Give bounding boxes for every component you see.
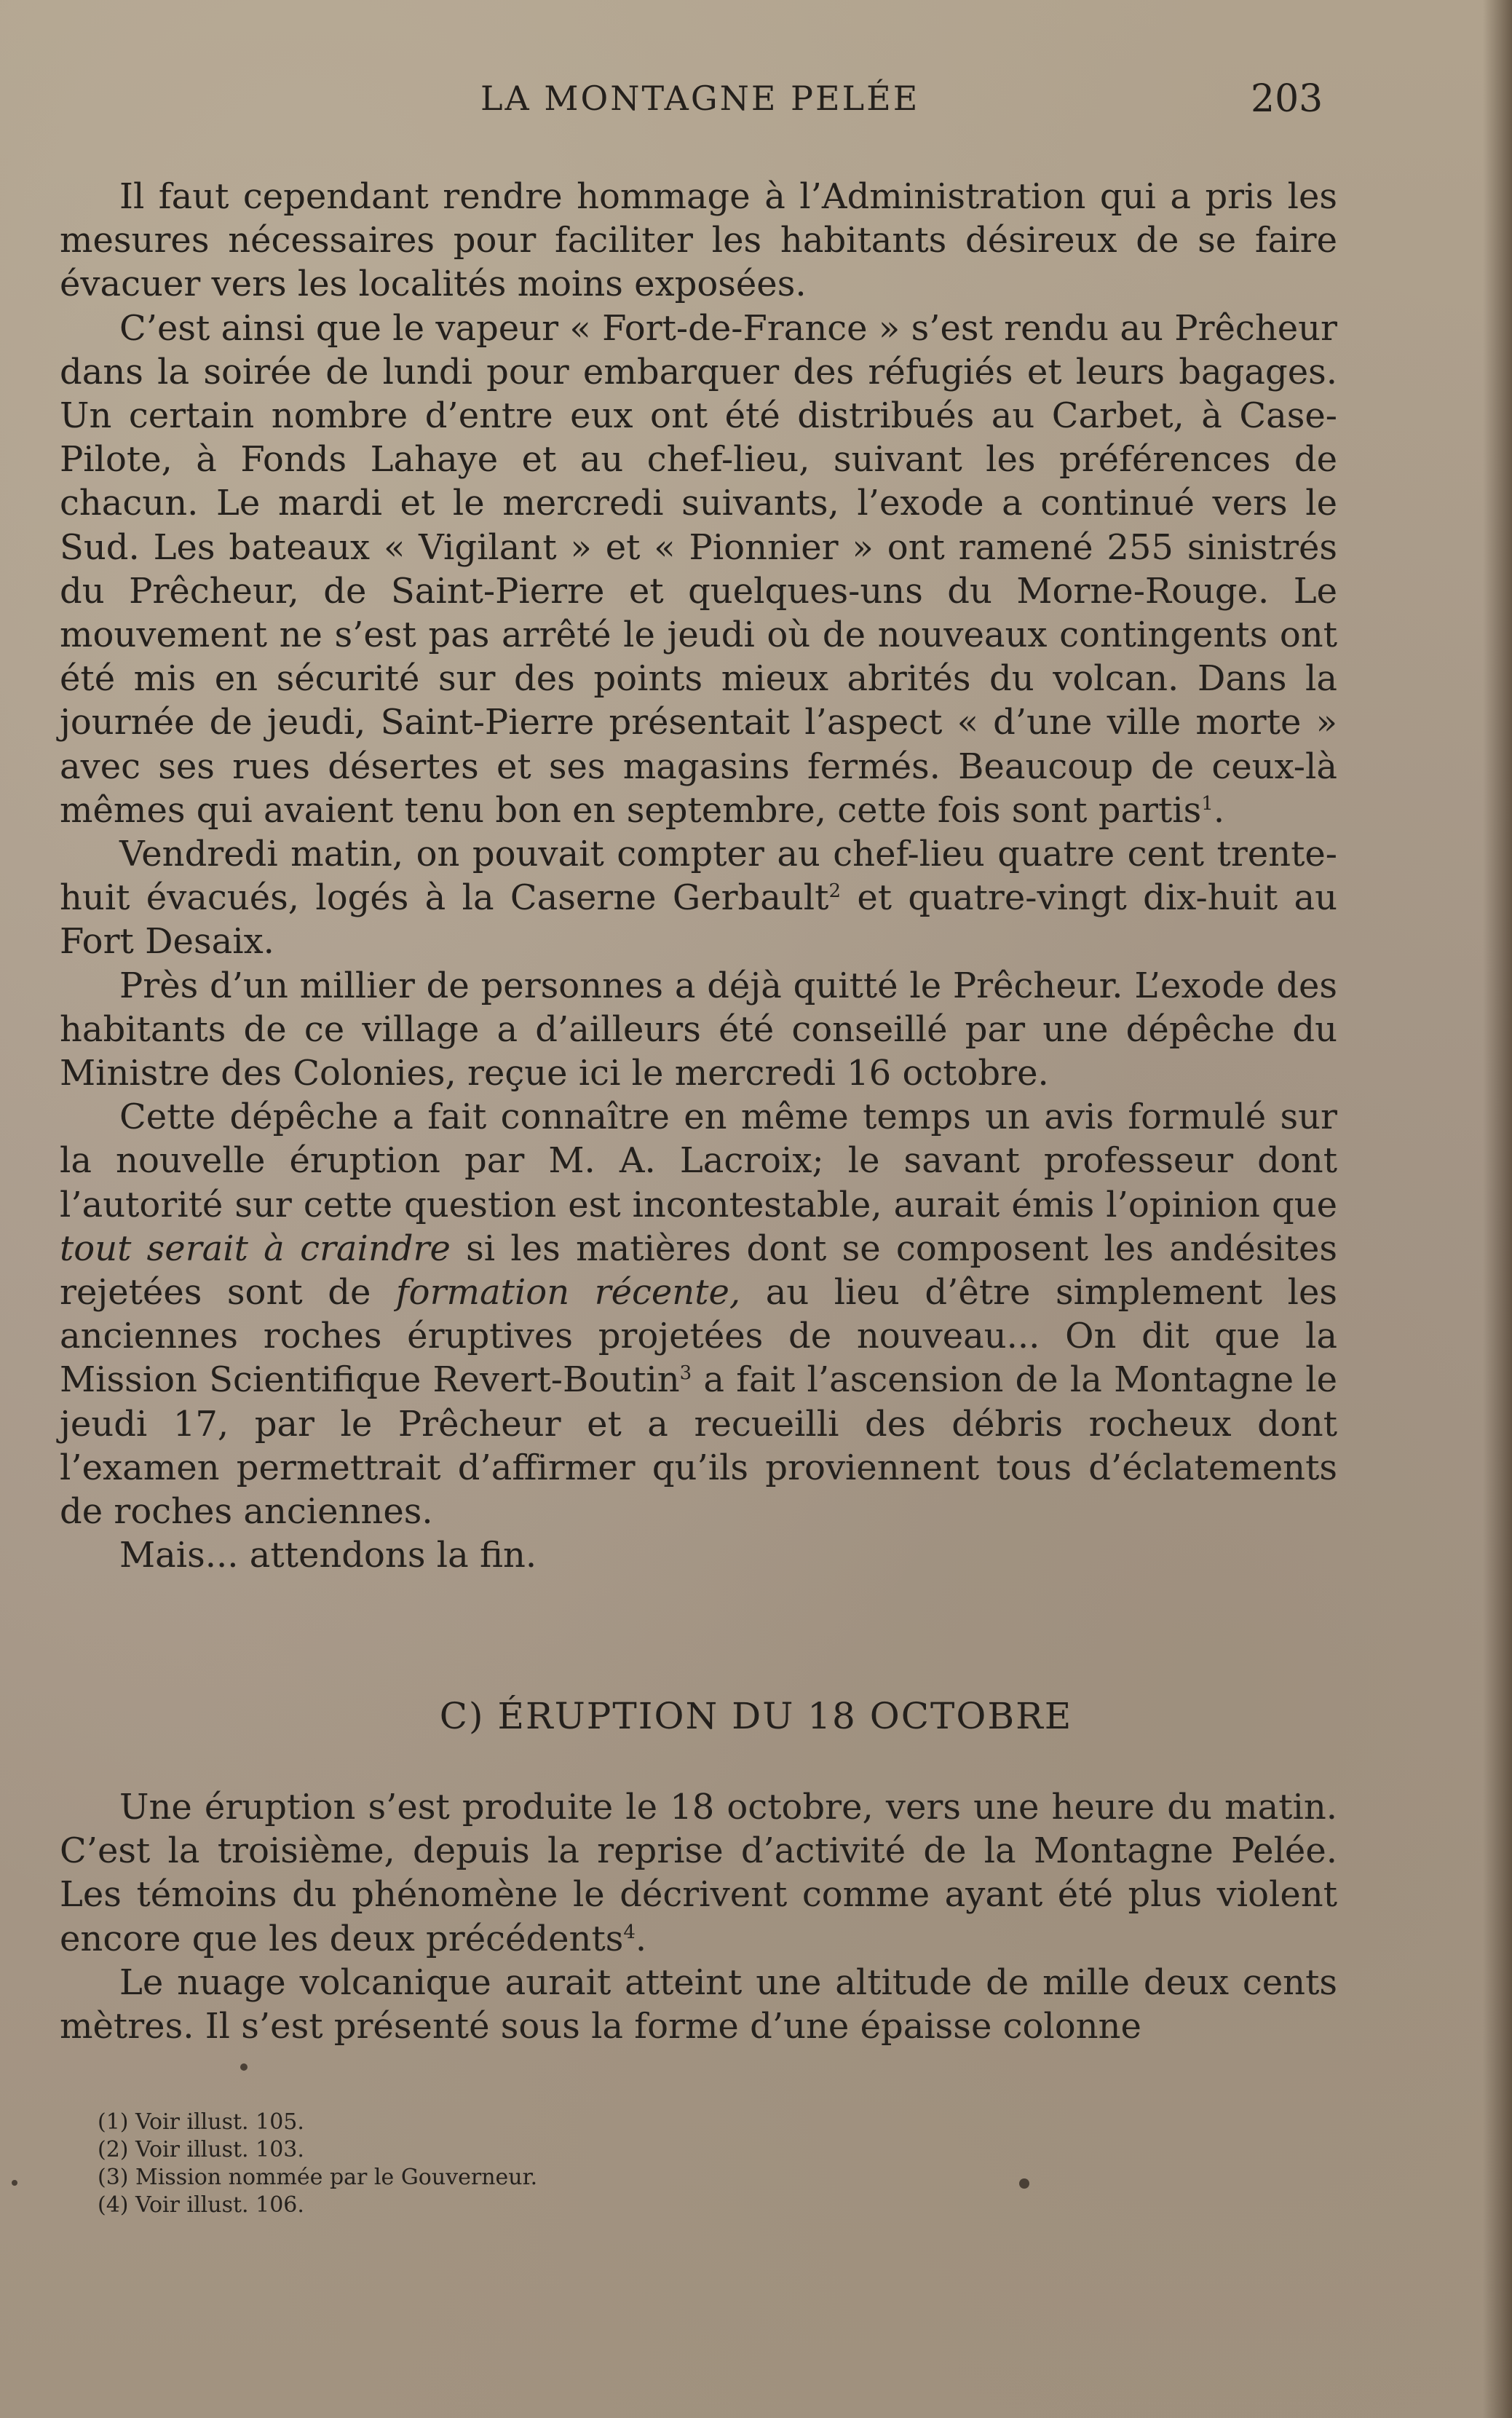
paragraph-text: si les matières dont se composent les andésites rejetées sont de [60,1228,1338,1313]
paragraph-text: Près d’un millier de personnes a déjà quitté le Prêcheur. L’exode des habitants de ce village a d’ailleurs été conseillé par une dépêche du Ministre des Colonies, reçue ici le mercredi 16 octobre. [60,965,1337,1094]
paragraph-5 [60,1095,1337,1533]
section-paragraph-1 [60,1785,1337,1961]
paragraph-text: Cette dépêche a fait connaître en même temps un avis formulé sur la nouvelle éruption par M. A. Lacroix; le savant professeur dont l’autorité sur cette question est incontestable, aurait émis l’opinion que [60,1097,1337,1225]
paragraph-4 [60,964,1337,1096]
section-heading: C) ÉRUPTION DU 18 OCTOBRE [439,1695,1073,1737]
footnote-3: (3) Mission nommée par le Gouverneur. [98,2165,538,2190]
paragraph-text: . [1213,789,1225,831]
page-header [0,79,1512,130]
footnote-ref-2: 2 [828,880,841,903]
paragraph-6 [60,1533,1337,1577]
body-text [60,175,1337,1578]
footnote-1: (1) Voir illust. 105. [98,2109,304,2135]
paragraph-text: a fait l’ascension de la Montagne le jeudi 17, par le Prêcheur et a recueilli des débris rocheux dont l’examen permettrait d’affirmer qu’ils proviennent tous d’éclatements de roches anciennes. [60,1359,1338,1533]
italic-phrase: tout serait à craindre [60,1228,451,1269]
footnote-4: (4) Voir illust. 106. [98,2192,304,2218]
running-title: LA MONTAGNE PELÉE [480,79,920,118]
paper-speck [240,2063,248,2071]
paragraph-text: . [635,1918,647,1959]
footnotes [98,2109,753,2219]
section-body-text [60,1785,1337,2048]
section-paragraph-2 [60,1961,1337,2048]
footnote-ref-1: 1 [1201,792,1214,815]
paragraph-text: Le nuage volcanique aurait atteint une altitude de mille deux cents mètres. Il s’est présenté sous la forme d’une épaisse colonne [60,1961,1337,2047]
paragraph-text: Une éruption s’est produite le 18 octobre, vers une heure du matin. C’est la troisième, depuis la reprise d’activité de la Montagne Pelée. Les témoins du phénomène le décrivent comme ayant été plus violent encore que les deux précédents [60,1787,1337,1959]
italic-phrase: formation récente, [395,1272,741,1313]
paper-speck [12,2180,17,2186]
footnote-2: (2) Voir illust. 103. [98,2137,304,2162]
paragraph-text: Vendredi matin, on pouvait compter au chef-lieu quatre cent trente-huit évacués, logés à la Caserne Gerbault [60,834,1337,919]
paragraph-text: au lieu d’être simplement les anciennes roches éruptives projetées de nouveau... On dit que la Mission Scientifique Revert-Boutin [60,1272,1338,1401]
paragraph-3 [60,832,1337,964]
paragraph-1 [60,175,1337,307]
paper-speck [1019,2178,1029,2189]
paragraph-text: Il faut cependant rendre hommage à l’Administration qui a pris les mesures nécessaires pour faciliter les habitants désireux de se faire évacuer vers les localités moins exposées. [60,176,1337,305]
paragraph-text: et quatre-vingt dix-huit au Fort Desaix. [60,877,1338,963]
paragraph-2 [60,307,1337,832]
page-spine-shadow [1483,0,1512,2418]
footnote-ref-4: 4 [623,1921,636,1943]
footnote-ref-3: 3 [679,1362,692,1385]
page-number: 203 [1251,77,1323,121]
paragraph-text: C’est ainsi que le vapeur « Fort-de-France » s’est rendu au Prêcheur dans la soirée de lundi pour embarquer des réfugiés et leurs bagages. Un certain nombre d’entre eux ont été distribués au Carbet, à Case-Pilote, à Fonds Lahaye et au chef-lieu, suivant les préférences de chacun. Le mardi et le mercredi suivants, l’exode a continué vers le Sud. Les bateaux « Vigilant » et « Pionnier » ont ramené 255 sinistrés du Prêcheur, de Saint-Pierre et quelques-uns du Morne-Rouge. Le mouvement ne s’est pas arrêté le jeudi où de nouveaux contingents ont été mis en sécurité sur des points mieux abrités du volcan. Dans la journée de jeudi, Saint-Pierre présentait l’aspect « d’une ville morte » avec ses rues désertes et ses magasins fermés. Beaucoup de ceux-là mêmes qui avaient tenu bon en septembre, cette fois sont partis [60,307,1337,831]
paragraph-text: Mais... attendons la fin. [119,1535,537,1576]
